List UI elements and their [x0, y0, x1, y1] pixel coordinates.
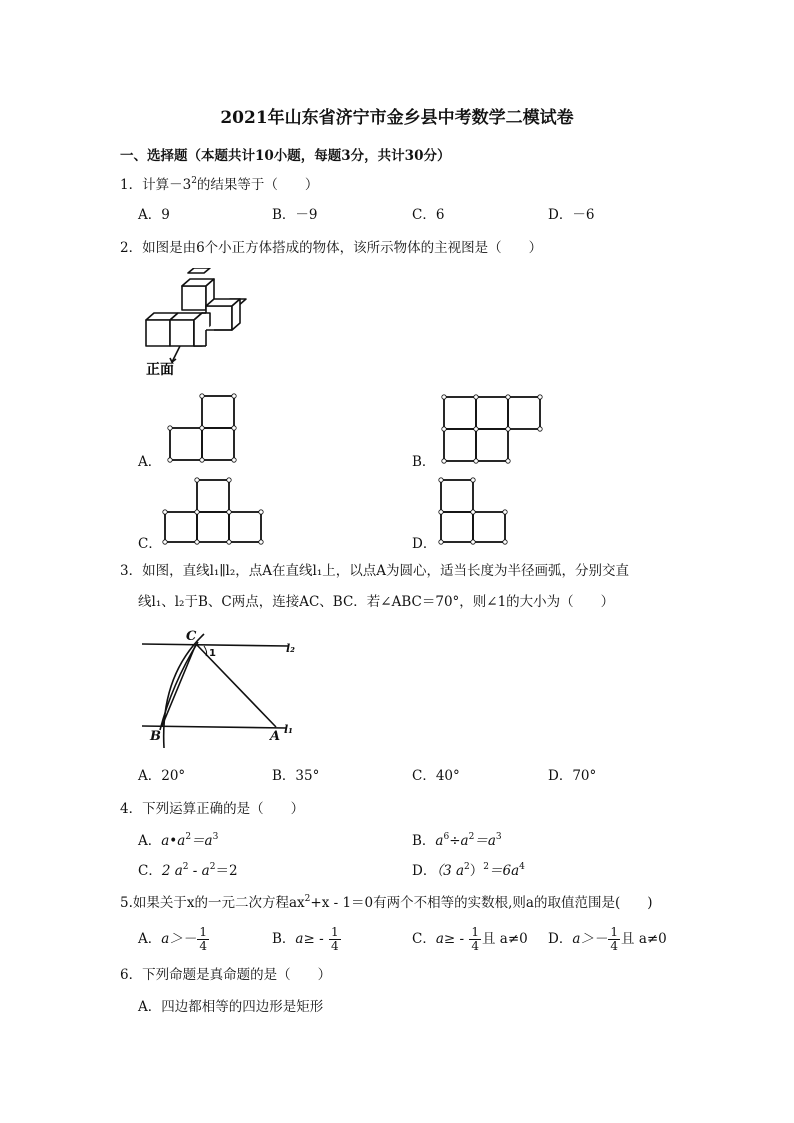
q5c-post: 且 a≠0: [482, 931, 528, 947]
q1-option-b[interactable]: B．－9: [272, 207, 318, 223]
q4a-e2: 3: [212, 832, 219, 842]
q4b-end: ＝a: [474, 833, 496, 849]
q4a-expr: a•a: [161, 833, 186, 849]
q5c-pre: a≥ -: [435, 931, 469, 947]
label-a: A: [270, 729, 281, 744]
q4d-e3: 4: [519, 862, 525, 872]
q5-option-b[interactable]: [272, 926, 342, 953]
q5d-label: D．: [548, 931, 573, 947]
q5a-num: 1: [199, 925, 207, 939]
label-angle-1: 1: [209, 648, 216, 659]
q2-option-a-figure[interactable]: [165, 392, 241, 464]
q4c-expr: 2 a: [161, 863, 183, 879]
q2-option-a-label[interactable]: A．: [138, 454, 162, 470]
q4a-label: A．: [138, 833, 162, 849]
question-4: 4．下列运算正确的是（ ）: [120, 801, 305, 817]
q5-option-c[interactable]: [412, 926, 528, 953]
q4b-mid: ÷a: [449, 833, 469, 849]
q3-option-c[interactable]: C．40°: [412, 768, 460, 784]
q4c-label: C．: [138, 863, 162, 879]
q5-option-a[interactable]: [138, 926, 210, 953]
label-b: B: [150, 729, 161, 744]
q4-option-b[interactable]: [412, 831, 502, 851]
q2-option-c-figure[interactable]: [160, 476, 266, 546]
q3-option-d[interactable]: D．70°: [548, 768, 597, 784]
q3-option-a[interactable]: A．20°: [138, 768, 186, 784]
q1-exp: 2: [191, 176, 197, 186]
q5d-den: 4: [610, 939, 619, 953]
q6-option-a[interactable]: A．四边都相等的四边形是矩形: [138, 999, 324, 1015]
q1-suffix: 的结果等于（ ）: [196, 177, 319, 193]
q4b-expr: a: [435, 833, 444, 849]
q5b-label: B．: [272, 931, 296, 947]
q5-option-d[interactable]: [548, 926, 667, 953]
q5a-fraction: [197, 926, 209, 953]
q5-exp: 2: [304, 894, 311, 904]
q5c-label: C．: [412, 931, 436, 947]
q4-option-d[interactable]: [412, 861, 525, 881]
q4c-mid: - a: [188, 863, 210, 879]
question-6: 6．下列命题是真命题的是（ ）: [120, 967, 332, 983]
q5a-label: A．: [138, 931, 162, 947]
q4c-e2: 2: [209, 862, 216, 872]
q5d-fraction: [608, 926, 620, 953]
q4-option-c[interactable]: [138, 861, 238, 881]
q2-option-b-label[interactable]: B．: [412, 454, 436, 470]
section-heading: 一、选择题（本题共计10小题，每题3分，共计30分）: [120, 148, 451, 164]
q3-geometry-figure: [138, 626, 308, 754]
q5c-fraction: [469, 926, 481, 953]
q1-option-d[interactable]: D．－6: [548, 207, 595, 223]
q4b-e3: 3: [495, 832, 502, 842]
q5c-num: 1: [471, 925, 479, 939]
page-title: 2021年山东省济宁市金乡县中考数学二模试卷: [220, 108, 574, 128]
q5d-post: 且 a≠0: [621, 931, 667, 947]
q4d-expr: （3 a: [436, 863, 465, 879]
q5b-pre: a≥ -: [295, 931, 328, 947]
q5-text-a: 5.如果关于x的一元二次方程ax: [120, 895, 305, 911]
q5b-num: 1: [330, 925, 339, 939]
question-5: [120, 893, 653, 913]
cube-solid-figure: [140, 268, 250, 380]
q4a-mid: ＝a: [191, 833, 213, 849]
q5a-den: 4: [199, 939, 207, 953]
q4b-label: B．: [412, 833, 436, 849]
q3-option-b[interactable]: B．35°: [272, 768, 320, 784]
q1-option-c[interactable]: C．6: [412, 207, 445, 223]
q2-option-c-label[interactable]: C．: [138, 536, 162, 552]
q4d-e2: 2: [483, 862, 489, 872]
question-2: 2．如图是由6个小正方体搭成的物体，该所示物体的主视图是（ ）: [120, 240, 543, 256]
question-3-line2: 线l₁、l₂于B、C两点，连接AC、BC．若∠ABC＝70°，则∠1的大小为（ ）: [138, 594, 615, 610]
q1-option-a[interactable]: A．9: [138, 207, 170, 223]
question-1: [120, 175, 318, 195]
question-3-line1: 3．如图，直线l₁∥l₂，点A在直线l₁上，以点A为圆心，适当长度为半径画弧，分别交直: [120, 563, 630, 579]
q4d-end: ＝6a: [488, 863, 520, 879]
label-l1: l₁: [284, 723, 293, 736]
label-c: C: [186, 629, 197, 644]
q5c-den: 4: [471, 939, 479, 953]
q5b-den: 4: [330, 939, 339, 953]
label-l2: l₂: [286, 642, 295, 655]
q4b-e1: 6: [443, 832, 450, 842]
q5a-pre: a＞－: [161, 931, 197, 947]
q4d-mid: ）: [469, 863, 484, 879]
q4c-e1: 2: [182, 862, 189, 872]
front-label: 正面: [146, 362, 174, 378]
q4b-e2: 2: [468, 832, 475, 842]
q5b-fraction: [329, 926, 341, 953]
q5d-num: 1: [610, 925, 619, 939]
q4d-e1: 2: [464, 862, 470, 872]
q2-option-d-label[interactable]: D．: [412, 536, 437, 552]
q5-text-b: +x - 1＝0有两个不相等的实数根,则a的取值范围是( ): [310, 895, 653, 911]
q1-prefix: 1．计算－3: [120, 177, 192, 193]
q4a-e1: 2: [185, 832, 192, 842]
q2-option-d-figure[interactable]: [436, 476, 510, 546]
q2-option-b-figure[interactable]: [439, 393, 545, 465]
q5d-pre: a＞－: [572, 931, 608, 947]
q4c-end: ＝2: [215, 863, 238, 879]
q4-option-a[interactable]: [138, 831, 218, 851]
q4d-label: D．: [412, 863, 437, 879]
